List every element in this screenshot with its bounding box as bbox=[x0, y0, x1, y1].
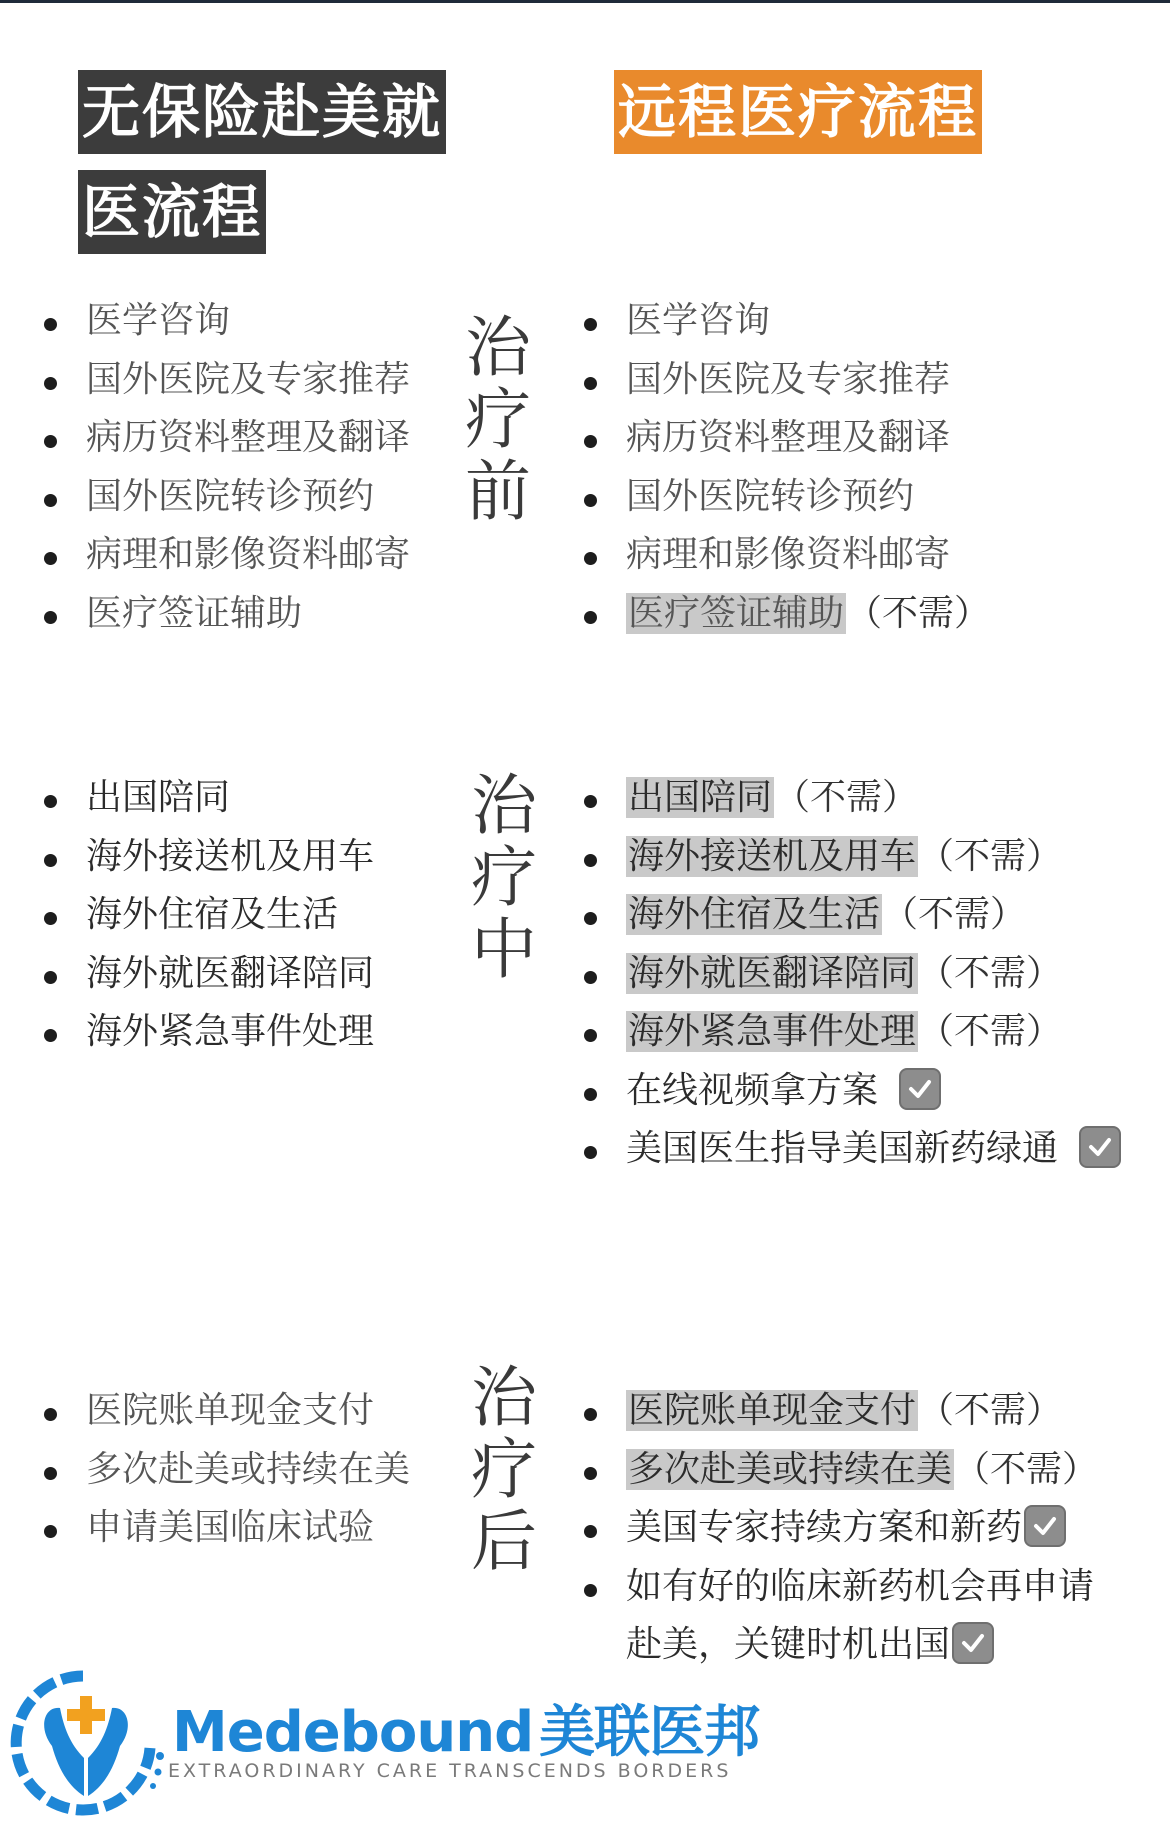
no-insurance-title bbox=[78, 70, 446, 254]
title-left-line1: 无保险赴美就 bbox=[78, 70, 446, 154]
stage-during-treatment bbox=[459, 767, 549, 988]
after-right-list bbox=[576, 1382, 1136, 1674]
stage-char: 治 bbox=[465, 309, 531, 386]
list-item: 海外接送机及用车 bbox=[36, 828, 456, 887]
list-item: 申请美国临床试验 bbox=[36, 1499, 456, 1558]
list-item: 出国陪同 bbox=[36, 769, 456, 828]
list-item: 医学咨询 bbox=[36, 292, 456, 351]
list-item: 海外就医翻译陪同 bbox=[36, 945, 456, 1004]
not-needed-item: 医院账单现金支付 bbox=[628, 1390, 917, 1431]
stage-char: 前 bbox=[465, 453, 531, 530]
list-item: 病历资料整理及翻译 bbox=[576, 409, 1136, 468]
stage-char: 治 bbox=[471, 767, 537, 844]
not-needed-note: （不需） bbox=[954, 1448, 1099, 1490]
list-item: 国外医院及专家推荐 bbox=[576, 351, 1136, 410]
top-divider bbox=[0, 0, 1170, 3]
stage-char: 疗 bbox=[471, 839, 537, 916]
list-item bbox=[576, 769, 1136, 828]
stage-after-treatment bbox=[459, 1359, 549, 1580]
included-item: 在线视频拿方案 bbox=[626, 1069, 879, 1111]
list-item: 病理和影像资料邮寄 bbox=[36, 526, 456, 585]
list-item bbox=[576, 1558, 1126, 1674]
brand-name-en: Medebound bbox=[172, 1700, 534, 1765]
after-left-list bbox=[36, 1382, 456, 1558]
stage-char: 治 bbox=[471, 1359, 537, 1436]
included-item: 如有好的临床新药机会再申请赴美，关键时机出国 bbox=[626, 1565, 1095, 1665]
not-needed-note: （不需） bbox=[882, 894, 1027, 935]
list-item: 国外医院转诊预约 bbox=[576, 468, 1136, 527]
list-item bbox=[576, 886, 1136, 945]
list-item: 多次赴美或持续在美 bbox=[36, 1441, 456, 1500]
list-item bbox=[576, 1499, 1136, 1558]
checkmark-icon bbox=[1024, 1505, 1066, 1547]
medebound-emblem-icon bbox=[8, 1668, 168, 1818]
list-item: 国外医院转诊预约 bbox=[36, 468, 456, 527]
during-left-list bbox=[36, 769, 456, 1062]
list-item bbox=[576, 1120, 1136, 1179]
stage-char: 后 bbox=[471, 1503, 537, 1580]
not-needed-item: 多次赴美或持续在美 bbox=[628, 1448, 953, 1490]
stage-before-treatment bbox=[453, 309, 543, 530]
not-needed-note: （不需） bbox=[774, 777, 919, 818]
remote-care-title bbox=[614, 70, 982, 154]
title-left-line2: 医流程 bbox=[78, 170, 266, 254]
list-item: 国外医院及专家推荐 bbox=[36, 351, 456, 410]
brand-name-cn: 美联医邦 bbox=[539, 1700, 760, 1765]
not-needed-note: （不需） bbox=[918, 952, 1063, 994]
not-needed-item: 海外就医翻译陪同 bbox=[628, 952, 917, 994]
list-item bbox=[576, 1441, 1136, 1500]
list-item bbox=[576, 1062, 1136, 1121]
not-needed-note: （不需） bbox=[918, 835, 1063, 877]
list-item: 医学咨询 bbox=[576, 292, 1136, 351]
checkmark-icon bbox=[899, 1068, 941, 1110]
list-item: 病理和影像资料邮寄 bbox=[576, 526, 1136, 585]
not-needed-item: 海外住宿及生活 bbox=[628, 894, 881, 935]
not-needed-note: （不需） bbox=[846, 592, 991, 634]
included-item: 美国医生指导美国新药绿通 bbox=[626, 1128, 1059, 1169]
list-item: 海外紧急事件处理 bbox=[36, 1003, 456, 1062]
checkmark-icon bbox=[1079, 1126, 1121, 1168]
stage-char: 中 bbox=[471, 911, 537, 988]
stage-char: 疗 bbox=[465, 381, 531, 458]
list-item bbox=[576, 1382, 1136, 1441]
not-needed-item: 海外紧急事件处理 bbox=[628, 1011, 917, 1052]
not-needed-note: （不需） bbox=[918, 1011, 1063, 1052]
brand-name bbox=[172, 1688, 759, 1768]
stage-char: 疗 bbox=[471, 1431, 537, 1508]
during-right-list bbox=[576, 769, 1136, 1179]
not-needed-note: （不需） bbox=[918, 1390, 1063, 1431]
brand-tagline: EXTRAORDINARY CARE TRANSCENDS BORDERS bbox=[168, 1760, 732, 1782]
list-item bbox=[576, 1003, 1136, 1062]
included-item: 美国专家持续方案和新药 bbox=[626, 1507, 1023, 1548]
list-item: 海外住宿及生活 bbox=[36, 886, 456, 945]
title-right-text: 远程医疗流程 bbox=[614, 70, 982, 154]
before-right-list bbox=[576, 292, 1136, 643]
list-item: 病历资料整理及翻译 bbox=[36, 409, 456, 468]
list-item: 医院账单现金支付 bbox=[36, 1382, 456, 1441]
not-needed-item: 医疗签证辅助 bbox=[628, 592, 845, 634]
medebound-logo bbox=[8, 1668, 760, 1818]
list-item: 医疗签证辅助 bbox=[36, 585, 456, 644]
not-needed-item: 海外接送机及用车 bbox=[628, 835, 917, 877]
checkmark-icon bbox=[952, 1622, 994, 1664]
not-needed-item: 出国陪同 bbox=[628, 777, 773, 818]
list-item bbox=[576, 828, 1136, 887]
list-item bbox=[576, 585, 1136, 644]
list-item bbox=[576, 945, 1136, 1004]
before-left-list bbox=[36, 292, 456, 643]
